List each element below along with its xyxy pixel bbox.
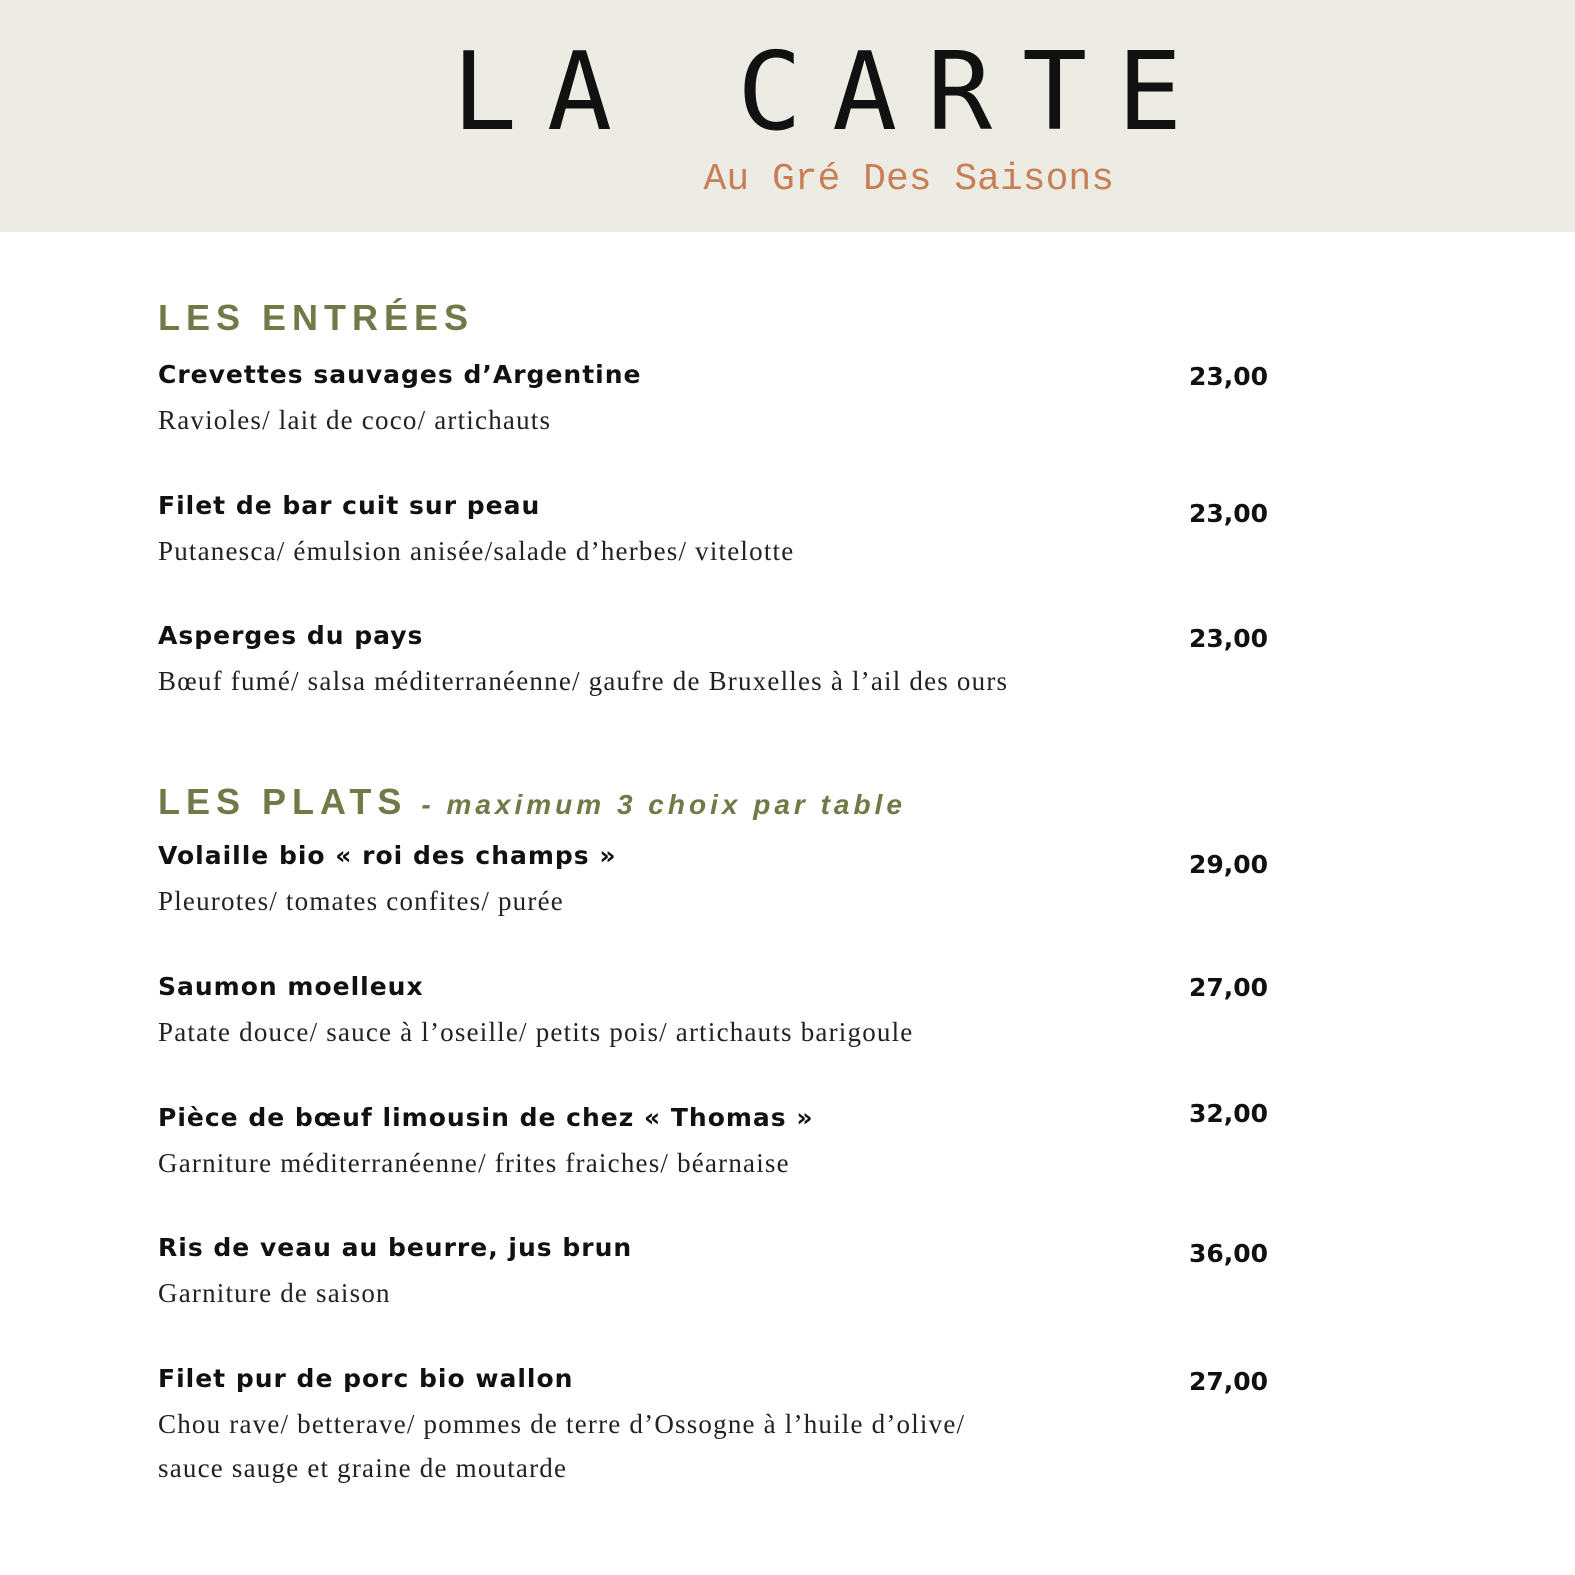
menu-item-description: Garniture méditerranéenne/ frites fraiches/ béarnaise bbox=[158, 1148, 790, 1178]
menu-item-name: Volaille bio « roi des champs » bbox=[158, 841, 617, 870]
menu-item-name: Asperges du pays bbox=[158, 621, 424, 650]
section-heading-plats bbox=[158, 782, 906, 825]
menu-item-name: Ris de veau au beurre, jus brun bbox=[158, 1233, 633, 1262]
menu-item-price: 27,00 bbox=[1189, 1367, 1269, 1396]
menu-item-price: 23,00 bbox=[1189, 499, 1269, 528]
menu-item-price: 32,00 bbox=[1189, 1099, 1269, 1128]
menu-item-price: 27,00 bbox=[1189, 973, 1269, 1002]
menu-item-description: Chou rave/ betterave/ pommes de terre d’Ossogne à l’huile d’olive/ sauce sauge et graine de moutarde bbox=[158, 1409, 966, 1483]
menu-item-description: Ravioles/ lait de coco/ artichauts bbox=[158, 405, 552, 435]
menu-item-name: Pièce de bœuf limousin de chez « Thomas » bbox=[158, 1103, 814, 1132]
menu-item-price: 23,00 bbox=[1189, 362, 1269, 391]
menu-item-price: 29,00 bbox=[1189, 850, 1269, 879]
menu-item-price: 23,00 bbox=[1189, 624, 1269, 653]
section-heading-entrees bbox=[158, 298, 474, 338]
menu-item-name: Filet pur de porc bio wallon bbox=[158, 1364, 574, 1393]
menu-item-name: Saumon moelleux bbox=[158, 972, 424, 1001]
menu-item-price: 36,00 bbox=[1189, 1239, 1269, 1268]
menu-item-description: Pleurotes/ tomates confites/ purée bbox=[158, 886, 564, 916]
menu-header bbox=[0, 0, 1575, 232]
menu-item-description: Putanesca/ émulsion anisée/salade d’herbes/ vitelotte bbox=[158, 536, 795, 566]
menu-title: LA CARTE bbox=[452, 30, 1213, 155]
section-heading-note: - maximum 3 choix par table bbox=[421, 789, 906, 820]
menu-item-description: Garniture de saison bbox=[158, 1278, 391, 1308]
section-heading-label: LES ENTRÉES bbox=[158, 297, 475, 338]
menu-item-name: Filet de bar cuit sur peau bbox=[158, 491, 541, 520]
menu-item-name: Crevettes sauvages d’Argentine bbox=[158, 360, 642, 389]
menu-item-description: Bœuf fumé/ salsa méditerranéenne/ gaufre de Bruxelles à l’ail des ours bbox=[158, 666, 1009, 696]
menu-subtitle: Au Gré Des Saisons bbox=[703, 158, 1114, 201]
menu-item-description: Patate douce/ sauce à l’oseille/ petits pois/ artichauts barigoule bbox=[158, 1017, 914, 1047]
section-heading-label: LES PLATS bbox=[158, 781, 408, 822]
